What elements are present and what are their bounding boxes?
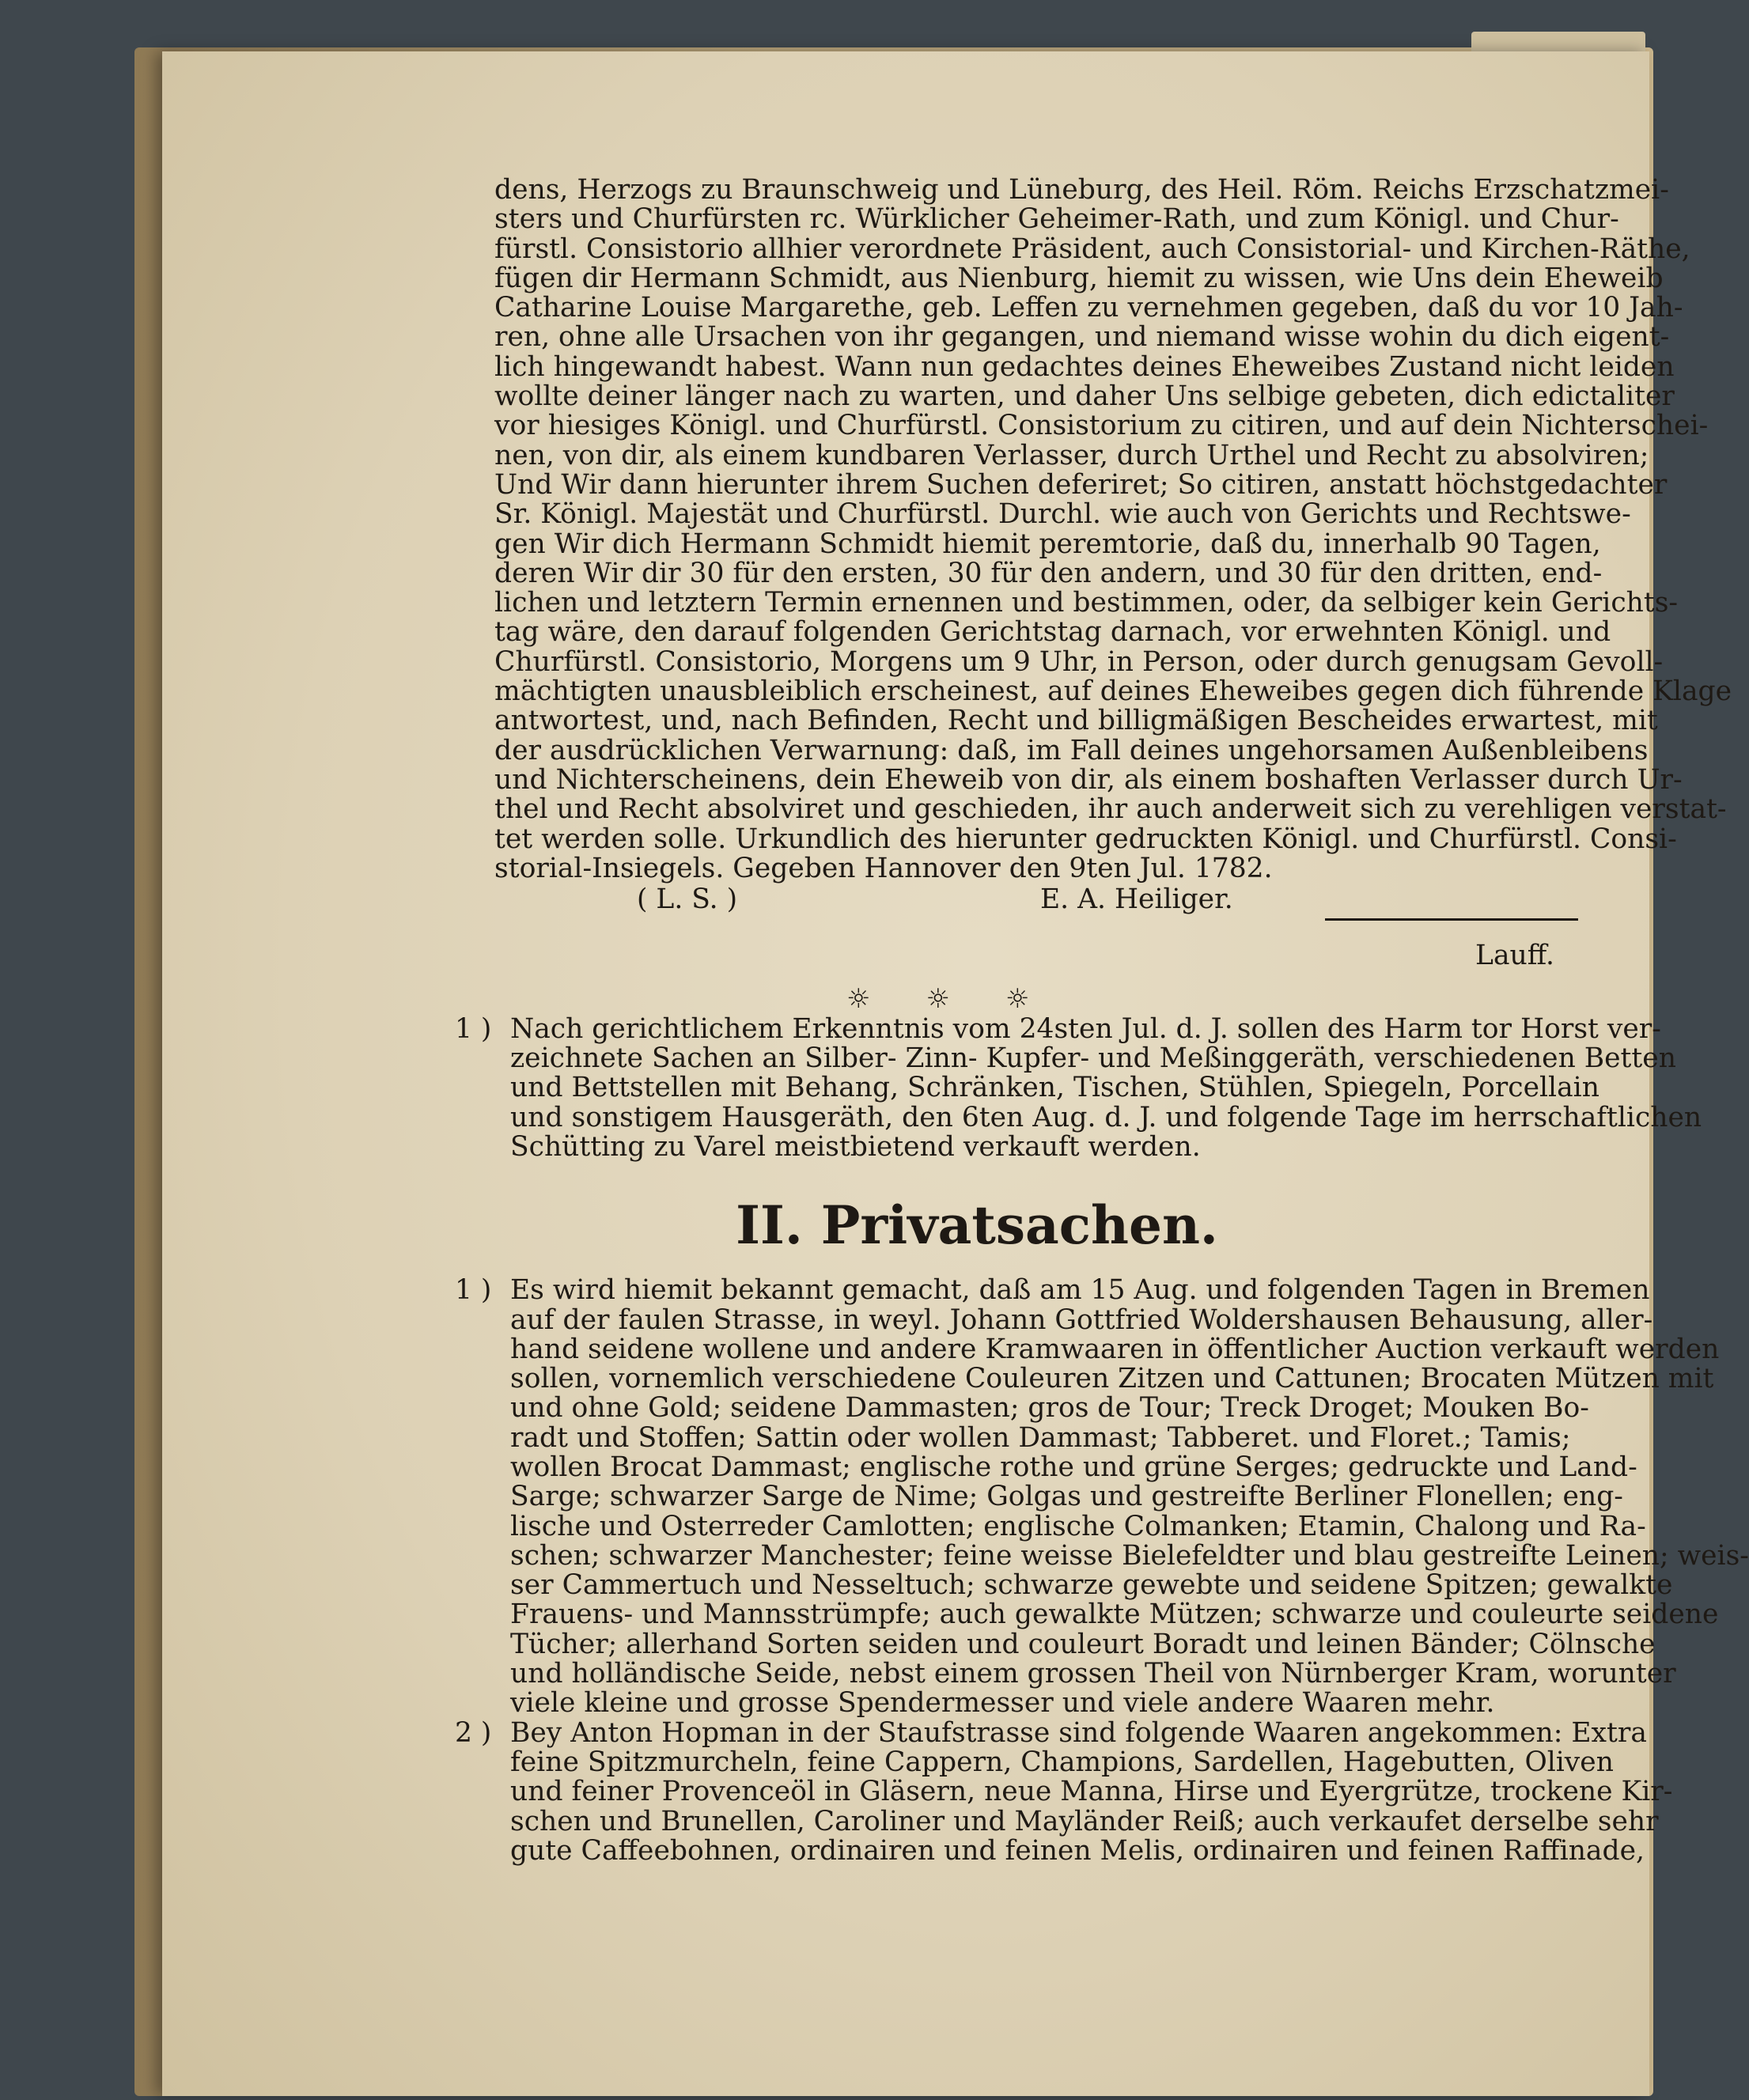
list-item bbox=[455, 1012, 1702, 1163]
text-line: und ohne Gold; seidene Dammasten; gros de Tour; Treck Droget; Mouken Bo- bbox=[510, 1392, 1589, 1425]
page-text bbox=[455, 174, 1749, 1867]
text-line: fürstl. Consistorio allhier verordnete Präsident, auch Consistorial- und Kirchen-Räthe, bbox=[494, 233, 1690, 265]
text-line: Sarge; schwarzer Sarge de Nime; Golgas und gestreifte Berliner Flonellen; eng- bbox=[510, 1481, 1623, 1513]
ornament-stars: ☼☼☼ bbox=[846, 983, 1085, 1016]
text-line: gen Wir dich Hermann Schmidt hiemit peremtorie, daß du, innerhalb 90 Tagen, bbox=[494, 528, 1601, 560]
text-line: Schütting zu Varel meistbietend verkauft werden. bbox=[510, 1130, 1201, 1163]
text-line: wollen Brocat Dammast; englische rothe und grüne Serges; gedruckte und Land- bbox=[510, 1451, 1637, 1483]
signature: E. A. Heiliger. bbox=[1040, 884, 1233, 916]
item-text bbox=[510, 1012, 1702, 1163]
seal-signature-row bbox=[494, 885, 1578, 914]
text-line: tet werden solle. Urkundlich des hierunter gedruckten Königl. und Churfürstl. Consi- bbox=[494, 823, 1677, 855]
text-line: sollen, vornemlich verschiedene Couleuren Zitzen und Cattunen; Brocaten Mützen mit bbox=[510, 1363, 1714, 1395]
text-line: ser Cammertuch und Nesseltuch; schwarze gewebte und seidene Spitzen; gewalkte bbox=[510, 1569, 1673, 1602]
item-text bbox=[510, 1716, 1673, 1867]
text-line: thel und Recht absolviret und geschieden, ihr auch anderweit sich zu verehligen verstat- bbox=[494, 793, 1727, 826]
text-line: Nach gerichtlichem Erkenntnis vom 24sten Jul. d. J. sollen des Harm tor Horst ver- bbox=[510, 1012, 1661, 1045]
text-line: feine Spitzmurcheln, feine Cappern, Champions, Sardellen, Hagebutten, Oliven bbox=[510, 1746, 1614, 1778]
text-line: tag wäre, den darauf folgenden Gerichtstag darnach, vor erwehnten Königl. und bbox=[494, 616, 1611, 649]
text-line: radt und Stoffen; Sattin oder wollen Dammast; Tabberet. und Floret.; Tamis; bbox=[510, 1421, 1571, 1454]
text-line: vor hiesiges Königl. und Churfürstl. Consistorium zu citiren, und auf dein Nichterschei- bbox=[494, 410, 1709, 442]
text-line: lich hingewandt habest. Wann nun gedachtes deines Eheweibes Zustand nicht leiden bbox=[494, 350, 1675, 383]
text-line: hand seidene wollene und andere Kramwaaren in öffentlicher Auction verkauft werden bbox=[510, 1333, 1720, 1365]
text-line: Und Wir dann hierunter ihrem Suchen deferiret; So citiren, anstatt höchstgedachter bbox=[494, 468, 1668, 501]
text-line: Es wird hiemit bekannt gemacht, daß am 15 Aug. und folgenden Tagen in Bremen bbox=[510, 1274, 1650, 1307]
text-line: schen und Brunellen, Caroliner und Mayländer Reiß; auch verkaufet derselbe sehr bbox=[510, 1805, 1659, 1837]
text-line: und sonstigem Hausgeräth, den 6ten Aug. d. J. und folgende Tage im herrschaftlichen bbox=[510, 1101, 1702, 1133]
text-line: dens, Herzogs zu Braunschweig und Lüneburg, des Heil. Röm. Reichs Erzschatzmei- bbox=[494, 174, 1669, 206]
text-line: und Nichterscheinens, dein Eheweib von dir, als einem boshaften Verlasser durch Ur- bbox=[494, 763, 1683, 796]
text-line: und feiner Provenceöl in Gläsern, neue Manna, Hirse und Eyergrütze, trockene Kir- bbox=[510, 1776, 1673, 1808]
list-item bbox=[455, 1716, 1673, 1867]
section-heading: II. Privatsachen. bbox=[736, 1194, 1218, 1257]
item-text bbox=[510, 1274, 1749, 1720]
text-line: gute Caffeebohnen, ordinairen und feinen Melis, ordinairen und feinen Raffinade, bbox=[510, 1834, 1645, 1867]
text-line: mächtigten unausbleiblich erscheinest, auf deines Eheweibes gegen dich führende Klage bbox=[494, 675, 1732, 708]
citation-paragraph bbox=[494, 174, 1732, 884]
text-line: wollte deiner länger nach zu warten, und daher Uns selbige gebeten, dich edictaliter bbox=[494, 380, 1675, 413]
text-line: lichen und letztern Termin ernennen und bestimmen, oder, da selbiger kein Gerichts- bbox=[494, 587, 1679, 619]
text-line: der ausdrücklichen Verwarnung: daß, im Fall deines ungehorsamen Außenbleibens bbox=[494, 734, 1649, 766]
divider-rule bbox=[1325, 918, 1578, 921]
item-number: 1 ) bbox=[455, 1012, 492, 1045]
text-line: viele kleine und grosse Spendermesser und viele andere Waaren mehr. bbox=[510, 1687, 1495, 1720]
seal-mark: ( L. S. ) bbox=[637, 884, 738, 916]
text-line: auf der faulen Strasse, in weyl. Johann Gottfried Woldershausen Behausung, aller- bbox=[510, 1304, 1653, 1336]
item-number: 2 ) bbox=[455, 1716, 492, 1749]
text-line: nen, von dir, als einem kundbaren Verlasser, durch Urthel und Recht zu absolviren; bbox=[494, 439, 1649, 471]
text-line: fügen dir Hermann Schmidt, aus Nienburg, hiemit zu wissen, wie Uns dein Eheweib bbox=[494, 262, 1664, 294]
text-line: ren, ohne alle Ursachen von ihr gegangen, und niemand wisse wohin du dich eigent- bbox=[494, 321, 1670, 354]
text-line: lische und Osterreder Camlotten; englische Colmanken; Etamin, Chalong und Ra- bbox=[510, 1510, 1646, 1542]
text-line: zeichnete Sachen an Silber- Zinn- Kupfer- und Meßinggeräth, verschiedenen Betten bbox=[510, 1042, 1676, 1075]
text-line: antwortest, und, nach Befinden, Recht und billigmäßigen Bescheides erwartest, mit bbox=[494, 705, 1658, 737]
text-line: deren Wir dir 30 für den ersten, 30 für den andern, und 30 für den dritten, end- bbox=[494, 557, 1603, 589]
text-line: Churfürstl. Consistorio, Morgens um 9 Uhr, in Person, oder durch genugsam Gevoll- bbox=[494, 645, 1664, 678]
list-item bbox=[455, 1274, 1749, 1720]
text-line: Catharine Louise Margarethe, geb. Leffen zu vernehmen gegeben, daß du vor 10 Jah- bbox=[494, 292, 1683, 324]
text-line: und holländische Seide, nebst einem grossen Theil von Nürnberger Kram, worunter bbox=[510, 1658, 1676, 1690]
second-signature: Lauff. bbox=[1475, 940, 1554, 972]
text-line: Frauens- und Mannsstrümpfe; auch gewalkte Mützen; schwarze und couleurte seidene bbox=[510, 1599, 1719, 1631]
text-line: Bey Anton Hopman in der Staufstrasse sind folgende Waaren angekommen: Extra bbox=[510, 1716, 1647, 1749]
text-line: schen; schwarzer Manchester; feine weisse Bielefeldter und blau gestreifte Leinen; weis- bbox=[510, 1539, 1749, 1572]
item-number: 1 ) bbox=[455, 1274, 492, 1307]
text-line: sters und Churfürsten rc. Würklicher Geheimer-Rath, und zum Königl. und Chur- bbox=[494, 203, 1619, 236]
text-line: und Bettstellen mit Behang, Schränken, Tischen, Stühlen, Spiegeln, Porcellain bbox=[510, 1072, 1599, 1104]
text-line: Tücher; allerhand Sorten seiden und couleurt Boradt und leinen Bänder; Cölnsche bbox=[510, 1628, 1656, 1660]
text-line: Sr. Königl. Majestät und Churfürstl. Durchl. wie auch von Gerichts und Rechtswe- bbox=[494, 498, 1631, 531]
text-line: storial-Insiegels. Gegeben Hannover den 9ten Jul. 1782. bbox=[494, 852, 1273, 884]
